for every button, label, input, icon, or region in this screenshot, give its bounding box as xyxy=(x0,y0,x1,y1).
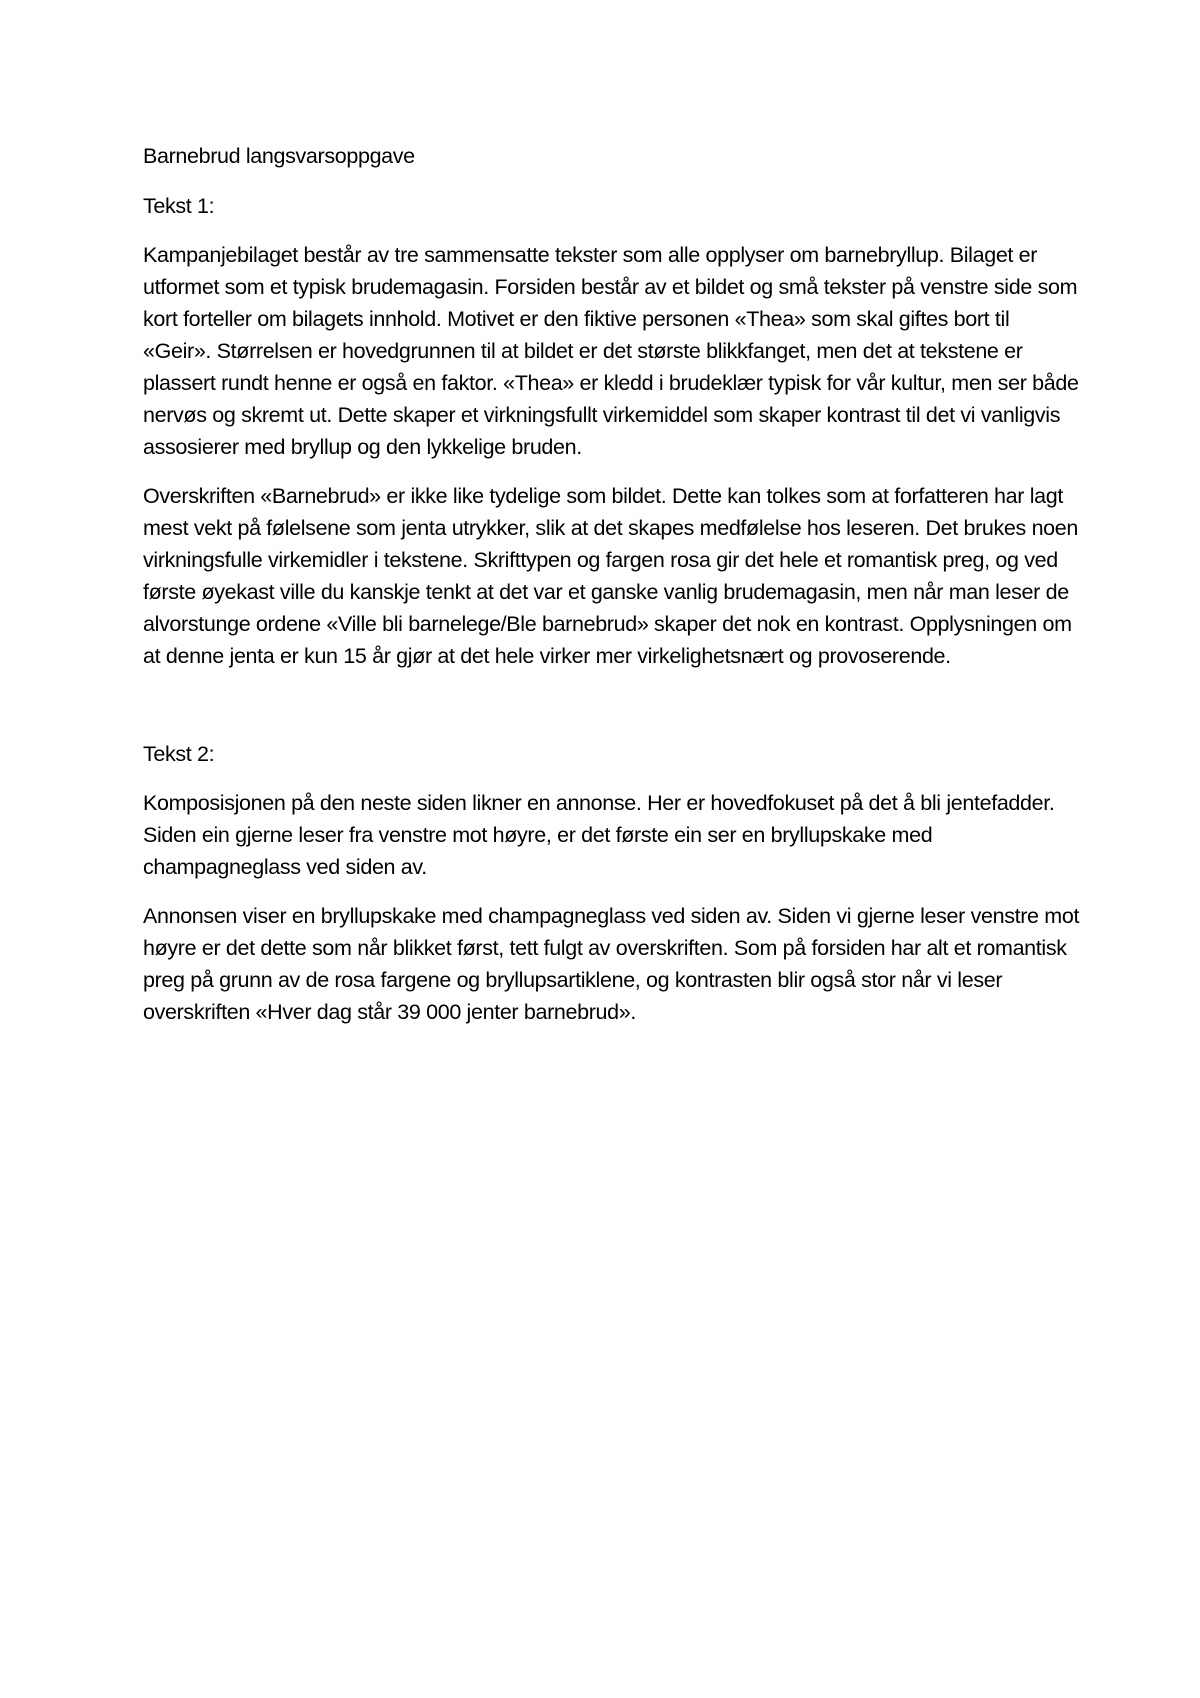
section-tekst-1 xyxy=(143,190,1083,672)
paragraph: Overskriften «Barnebrud» er ikke like tydelige som bildet. Dette kan tolkes som at forfatteren har lagt mest vekt på følelsene som jenta utrykker, slik at det skapes medfølelse hos leseren. Det brukes noen virkningsfulle virkemidler i tekstene. Skrifttypen og fargen rosa gir det hele et romantisk preg, og ved første øyekast ville du kanskje tenkt at det var et ganske vanlig brudemagasin, men når man leser de alvorstunge ordene «Ville bli barnelege/Ble barnebrud» skaper det nok en kontrast. Opplysningen om at denne jenta er kun 15 år gjør at det hele virker mer virkelighetsnært og provoserende. xyxy=(143,484,1078,668)
paragraph: Komposisjonen på den neste siden likner en annonse. Her er hovedfokuset på det å bli jentefadder. Siden ein gjerne leser fra venstre mot høyre, er det første ein ser en bryllupskake med champagneglass ved siden av. xyxy=(143,791,1055,879)
paragraph: Kampanjebilaget består av tre sammensatte tekster som alle opplyser om barnebryllup. Bilaget er utformet som et typisk brudemagasin. Forsiden består av et bildet og små tekster på venstre side som kort forteller om bilagets innhold. Motivet er den fiktive personen «Thea» som skal giftes bort til «Geir». Størrelsen er hovedgrunnen til at bildet er det største blikkfanget, men det at tekstene er plassert rundt henne er også en faktor. «Thea» er kledd i brudeklær typisk for vår kultur, men ser både nervøs og skremt ut. Dette skaper et virkningsfullt virkemiddel som skaper kontrast til det vi vanligvis assosierer med bryllup og den lykkelige bruden. xyxy=(143,243,1079,459)
document-body xyxy=(143,140,1083,1045)
paragraph: Annonsen viser en bryllupskake med champagneglass ved siden av. Siden vi gjerne leser venstre mot høyre er det dette som når blikket først, tett fulgt av overskriften. Som på forsiden har alt et romantisk preg på grunn av de rosa fargene og bryllupsartiklene, og kontrasten blir også stor når vi leser overskriften «Hver dag står 39 000 jenter barnebrud». xyxy=(143,904,1080,1024)
section-spacer xyxy=(143,689,1083,738)
section-heading: Tekst 1: xyxy=(143,194,215,218)
document-title: Barnebrud langsvarsoppgave xyxy=(143,144,415,168)
section-tekst-2 xyxy=(143,738,1083,1028)
section-heading: Tekst 2: xyxy=(143,742,215,766)
